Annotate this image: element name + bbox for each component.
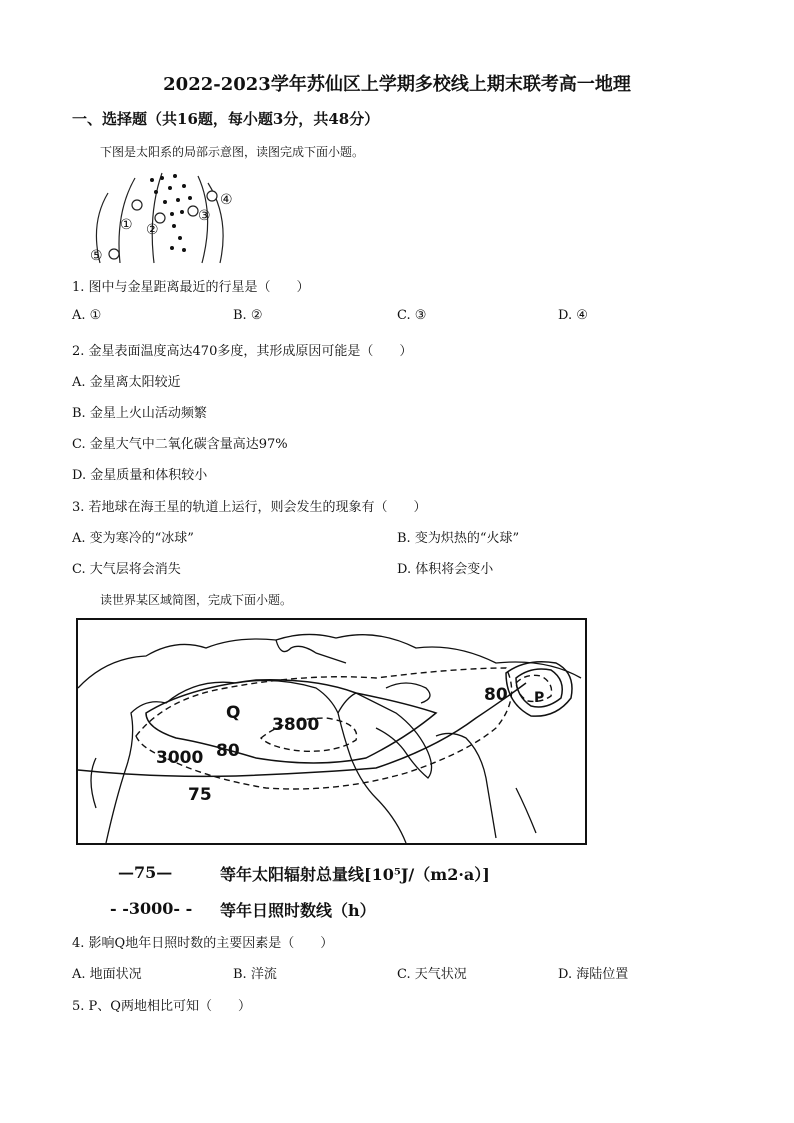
- q3-option-d[interactable]: D. 体积将会变小: [397, 562, 494, 577]
- section-heading: 一、选择题（共16题，每小题3分，共48分）: [72, 110, 380, 128]
- label-3: ③: [198, 208, 211, 224]
- map-label-q: Q: [226, 703, 241, 723]
- map-label-p: P: [534, 690, 545, 706]
- question-3-stem: 3. 若地球在海王星的轨道上运行，则会发生的现象有（ ）: [72, 500, 427, 515]
- planet-5: [109, 249, 119, 259]
- planet-3: [188, 206, 198, 216]
- intro-text-2: 读世界某区域简图，完成下面小题。: [100, 593, 293, 607]
- map-frame: [77, 619, 586, 844]
- question-1-stem: 1. 图中与金星距离最近的行星是（ ）: [72, 280, 310, 295]
- q3-option-a[interactable]: A. 变为寒冷的“冰球”: [72, 531, 194, 546]
- asteroid-belt: [150, 174, 192, 252]
- label-4: ④: [220, 192, 233, 208]
- map-label-3000: 3000: [156, 748, 204, 768]
- q1-option-a[interactable]: A. ①: [72, 308, 102, 323]
- q1-option-b[interactable]: B. ②: [233, 308, 263, 323]
- q3-option-b[interactable]: B. 变为炽热的“火球”: [397, 531, 520, 546]
- legend-solid-text: 等年太阳辐射总量线[10⁵J/（m2·a）]: [220, 865, 490, 884]
- map-label-80a: 80: [216, 741, 240, 761]
- map-label-75: 75: [188, 785, 212, 805]
- q2-option-c[interactable]: C. 金星大气中二氧化碳含量高达97%: [72, 437, 288, 452]
- question-5-stem: 5. P、Q两地相比可知（ ）: [72, 999, 251, 1014]
- planet-1: [132, 200, 142, 210]
- map-label-80b: 80: [484, 685, 508, 705]
- question-2-stem: 2. 金星表面温度高达470多度，其形成原因可能是（ ）: [72, 344, 413, 359]
- q4-option-a[interactable]: A. 地面状况: [72, 967, 142, 982]
- label-2: ②: [146, 222, 159, 238]
- page-title: 2022-2023学年苏仙区上学期多校线上期末联考高一地理: [163, 74, 631, 95]
- planet-4: [207, 191, 217, 201]
- solar-system-figure: [80, 168, 250, 268]
- q2-option-d[interactable]: D. 金星质量和体积较小: [72, 468, 208, 483]
- legend-solid-symbol: —75—: [118, 863, 173, 882]
- intro-text-1: 下图是太阳系的局部示意图，读图完成下面小题。: [100, 145, 365, 159]
- q1-option-c[interactable]: C. ③: [397, 308, 427, 323]
- q4-option-d[interactable]: D. 海陆位置: [558, 967, 629, 982]
- label-1: ①: [120, 217, 133, 233]
- map-label-3800: 3800: [272, 715, 320, 735]
- q3-option-c[interactable]: C. 大气层将会消失: [72, 562, 181, 577]
- q4-option-b[interactable]: B. 洋流: [233, 967, 277, 982]
- region-map: [76, 618, 588, 846]
- q2-option-b[interactable]: B. 金星上火山活动频繁: [72, 406, 207, 421]
- q4-option-c[interactable]: C. 天气状况: [397, 967, 467, 982]
- q1-option-d[interactable]: D. ④: [558, 308, 588, 323]
- question-4-stem: 4. 影响Q地年日照时数的主要因素是（ ）: [72, 936, 334, 951]
- q2-option-a[interactable]: A. 金星离太阳较近: [72, 375, 181, 390]
- legend-dashed-text: 等年日照时数线（h）: [220, 901, 376, 920]
- legend-dashed-symbol: - -3000- -: [110, 899, 193, 918]
- label-5: ⑤: [90, 248, 103, 264]
